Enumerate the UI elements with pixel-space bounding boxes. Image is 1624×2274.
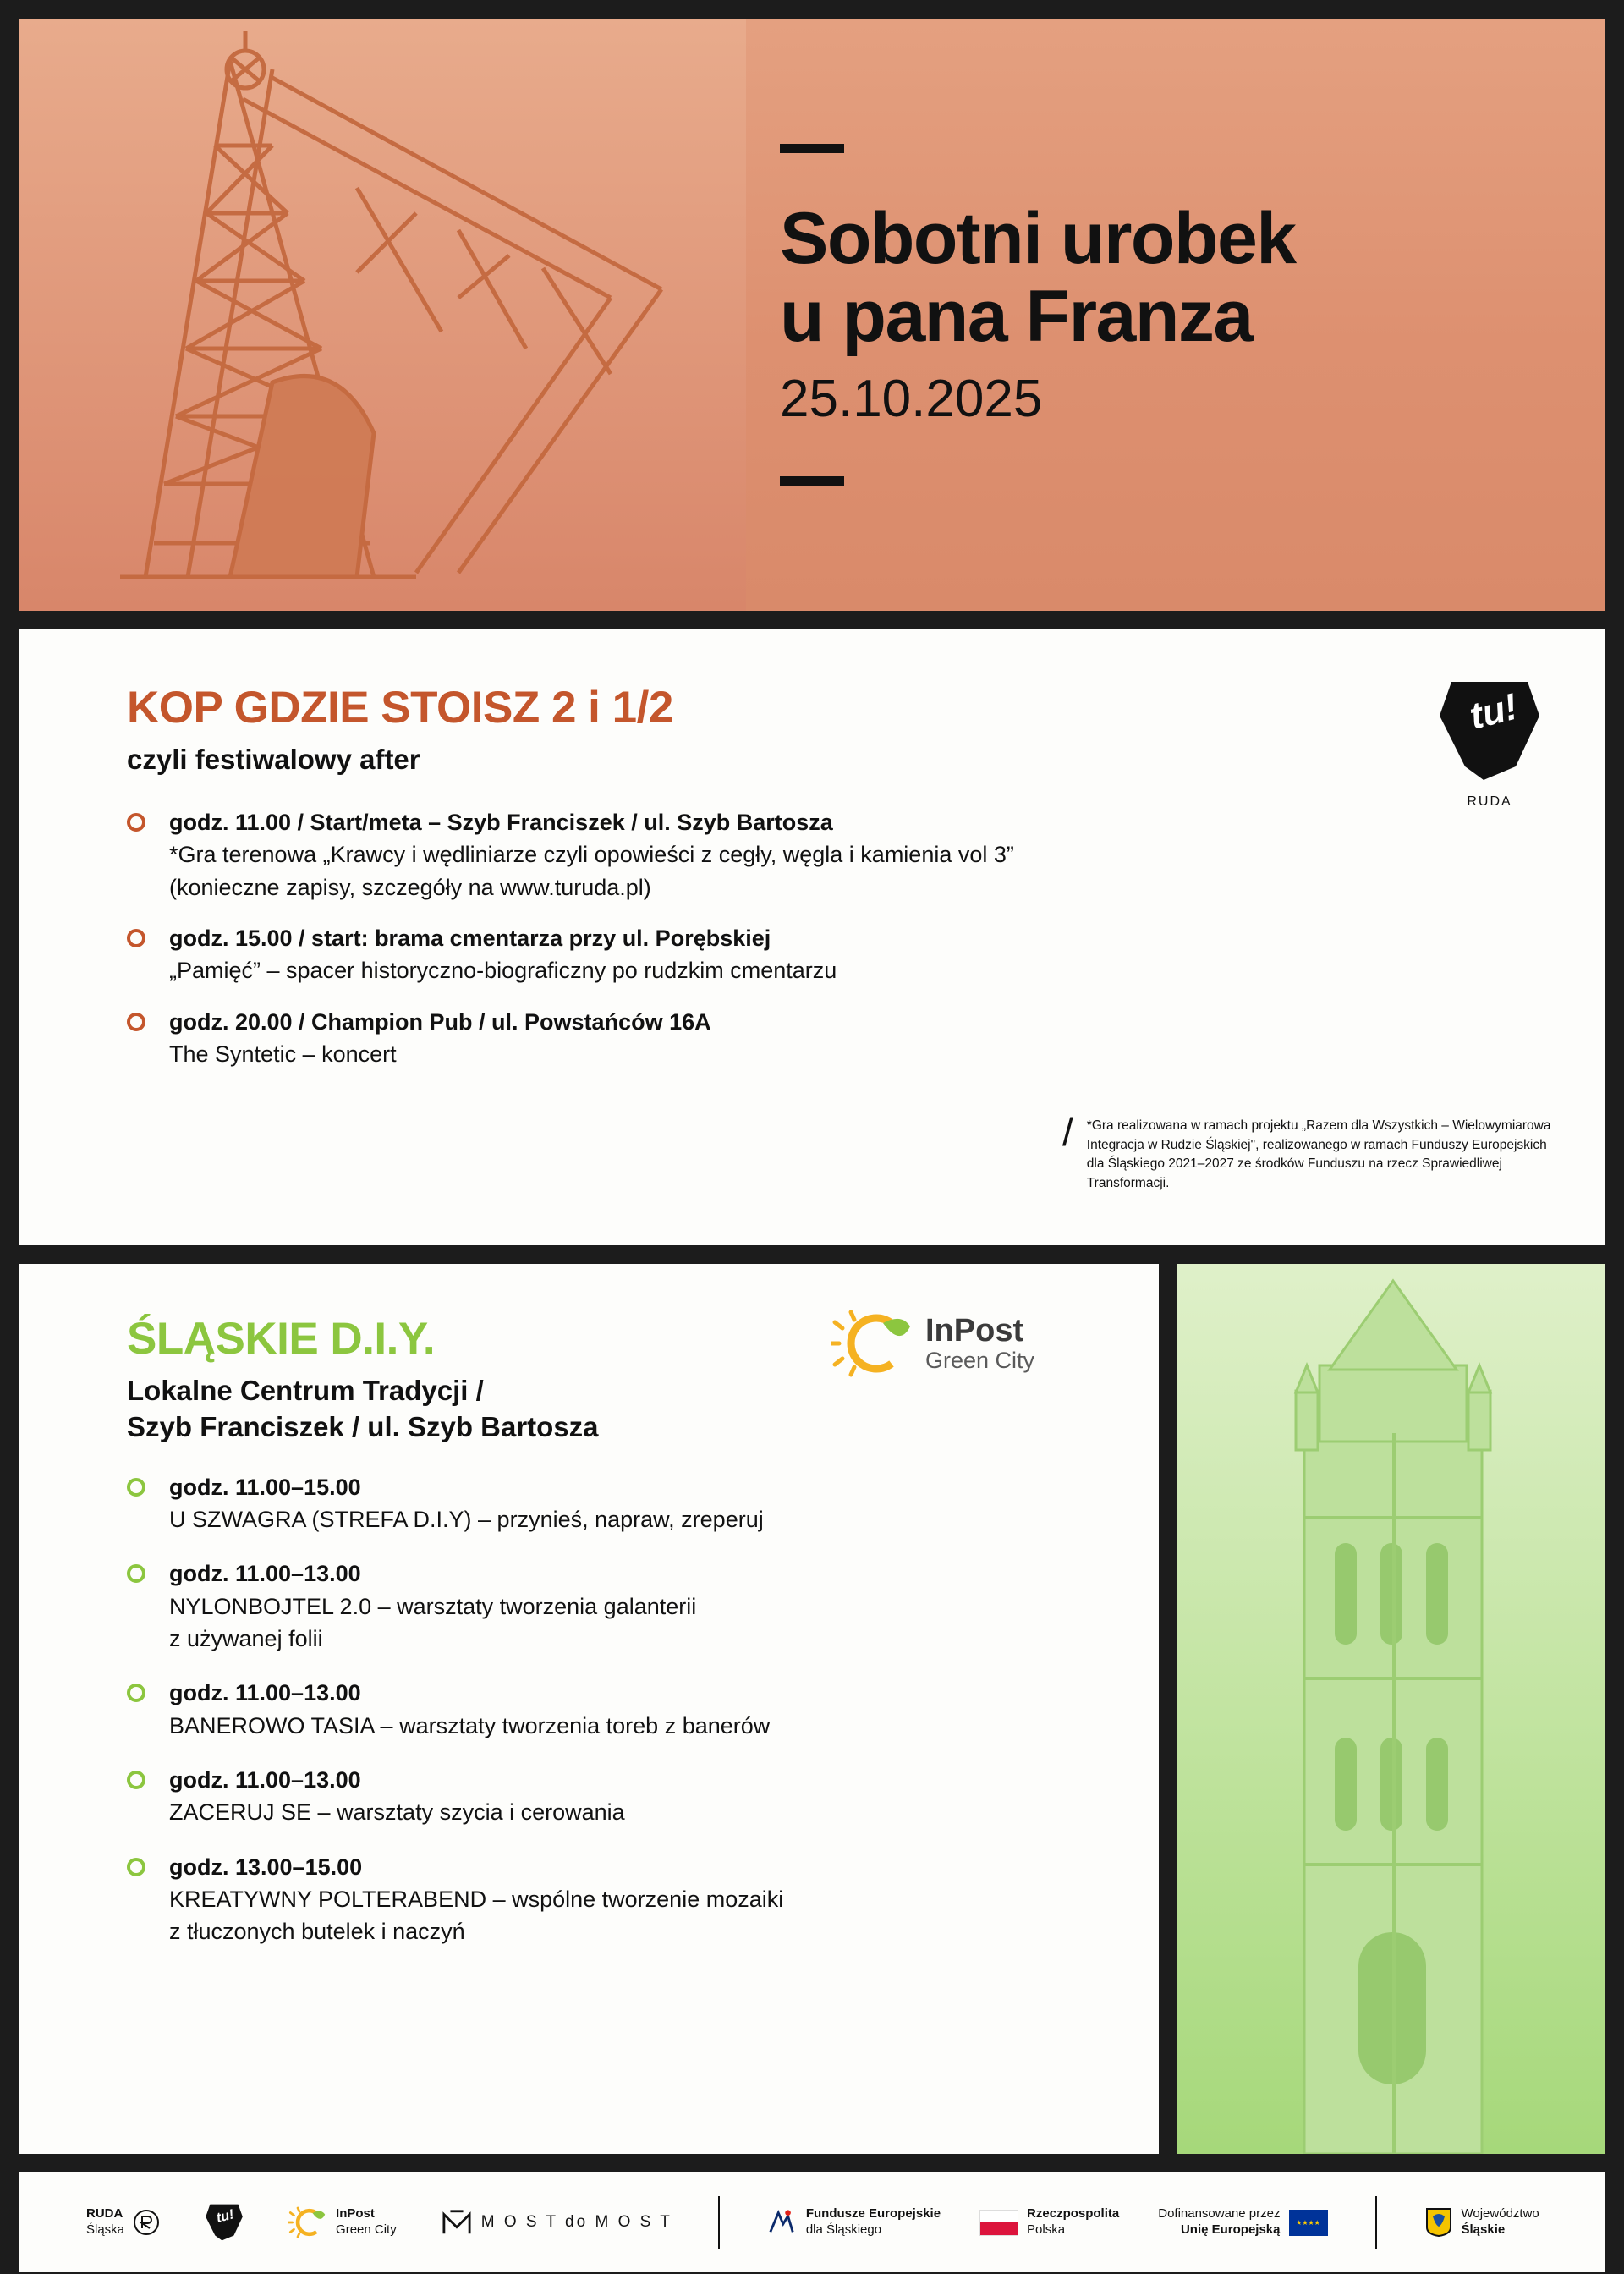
section2-content [19,1264,1159,2154]
tu-hexagon-icon [1435,677,1544,785]
hero-title [780,198,1605,357]
bullet-circle-icon [127,1013,145,1031]
list-item [127,1557,1116,1655]
tower-photo-green [1177,1264,1605,2154]
wojewodztwo-slaskie-logo [1424,2206,1539,2238]
inpost-sun-leaf-icon [831,1310,915,1377]
tu-hexagon-icon [204,2202,244,2243]
item-desc-line1: *Gra terenowa „Krawcy i wędliniarze czyli opowieści z cegły, węgla i kamienia vol 3” [169,842,1014,868]
hero-title-line1: Sobotni urobek [780,198,1296,280]
bullet-circle-icon [127,1564,145,1583]
footer-left-logos [52,2202,672,2243]
most-wordmark: M O S T do M O S T [480,2213,672,2231]
item-desc-line2: (konieczne zapisy, szczegóły na www.turuda.pl) [169,874,651,900]
tu-logo-caption: RUDA [1467,794,1512,809]
ruda-slaska-logo [86,2206,160,2238]
rzeczpospolita-polska-logo [979,2206,1119,2238]
bullet-circle-icon [127,813,145,832]
woj-line2: Śląskie [1461,2222,1506,2237]
ruda-line2: Śląska [86,2222,125,2237]
footer-divider [718,2196,720,2249]
list-item [127,922,1555,987]
ruda-crest-icon [133,2209,160,2236]
item-desc-line1: „Pamięć” – spacer historyczno-biograficzny po rudzkim cmentarzu [169,958,837,984]
inpost-wordmark [925,1312,1035,1373]
item-time: godz. 11.00–13.00 [169,1561,361,1587]
fundusze-star-icon [765,2208,798,2237]
item-time: godz. 15.00 / start: brama cmentarza przy ul. Porębskiej [169,925,771,951]
list-item [127,1764,1116,1829]
section2-subtitle-line1: Lokalne Centrum Tradycji / [127,1375,484,1406]
bullet-circle-icon [127,1858,145,1876]
section1-footnote [1062,1110,1553,1193]
hero-dash-bottom [780,476,844,486]
rp-line1: Rzeczpospolita [1027,2206,1120,2222]
most-monogram-icon [441,2208,473,2237]
list-item [127,1006,1555,1071]
item-desc-line1: BANEROWO TASIA – warsztaty tworzenia toreb z banerów [169,1712,771,1738]
section2-subtitle [127,1373,1116,1446]
item-desc-line1: The Syntetic – koncert [169,1041,397,1067]
item-desc-line1: NYLONBOJTEL 2.0 – warsztaty tworzenia galanterii [169,1593,697,1619]
mine-shaft-tower-photo [19,19,746,611]
fundusze-europejskie-logo [765,2206,941,2238]
inpost-name: InPost [336,2206,375,2222]
item-time: godz. 11.00–13.00 [169,1680,361,1706]
most-do-most-logo [441,2208,672,2237]
list-item [127,1471,1116,1536]
item-desc-line1: U SZWAGRA (STREFA D.I.Y) – przynieś, napraw, zreperuj [169,1507,764,1533]
section-slaskie-diy [19,1264,1605,2154]
svg-text:tu!: tu! [1465,685,1522,738]
footer-divider-2 [1375,2196,1377,2249]
ue-line1: Dofinansowane przez [1158,2206,1281,2222]
item-desc-line2: z używanej folii [169,1626,323,1652]
item-desc-line1: ZACERUJ SE – warsztaty szycia i cerowania [169,1799,625,1826]
inpost-sub: Green City [336,2222,397,2237]
bullet-circle-icon [127,929,145,948]
ue-line2: Unię Europejską [1180,2222,1281,2237]
inpost-footer-logo [288,2206,397,2238]
item-time: godz. 11.00–13.00 [169,1767,361,1793]
woj-line1: Województwo [1461,2206,1539,2222]
ruda-line1: RUDA [86,2206,123,2222]
tu-ruda-logo [1431,677,1548,810]
eu-flag-icon: ★★★★ [1289,2210,1328,2236]
slash-icon: / [1062,1110,1073,1155]
list-item [127,1677,1116,1742]
fe-line1: Fundusze Europejskie [805,2206,941,2222]
inpost-sun-leaf-icon [288,2206,327,2238]
footer-eu-logos [765,2196,1539,2249]
section2-subtitle-line2: Szyb Franciszek / ul. Szyb Bartosza [127,1410,599,1442]
svg-text:tu!: tu! [214,2206,236,2226]
inpost-name: InPost [925,1312,1024,1348]
bullet-circle-icon [127,1684,145,1702]
item-desc-line1: KREATYWNY POLTERABEND – wspólne tworzenie mozaiki [169,1887,784,1913]
list-item [127,806,1555,904]
item-desc-line2: z tłuczonych butelek i naczyń [169,1919,465,1945]
inpost-sub: Green City [925,1347,1035,1373]
poland-flag-icon [979,2210,1018,2236]
bullet-circle-icon [127,1478,145,1497]
item-time: godz. 20.00 / Champion Pub / ul. Powstańców 16A [169,1008,711,1035]
section1-subtitle: czyli festiwalowy after [127,744,420,775]
unia-europejska-logo [1158,2206,1327,2238]
item-time: godz. 11.00 / Start/meta – Szyb Franciszek / ul. Szyb Bartosza [169,810,833,835]
inpost-green-city-logo [831,1310,1034,1377]
footnote-text: *Gra realizowana w ramach projektu „Razem dla Wszystkich – Wielowymiarowa Integracja w Rudzie Śląskiej", realizowanego w ramach Funduszy Europejskich dla Śląskiego 2021–2027 ze środków Funduszu na rzecz Sprawiedliwej Transformacji. [1086,1118,1551,1190]
section2-title: ŚLĄSKIE D.I.Y. [127,1314,436,1364]
silesia-crest-icon [1424,2206,1453,2238]
list-item [127,1851,1116,1948]
section1-title: KOP GDZIE STOISZ 2 i 1/2 [127,683,673,733]
item-time: godz. 11.00–15.00 [169,1474,361,1500]
fe-line2: dla Śląskiego [805,2222,882,2237]
item-time: godz. 13.00–15.00 [169,1854,363,1880]
hero-date: 25.10.2025 [780,369,1043,428]
footer-logos-bar [19,2172,1605,2272]
hero-text-block [780,19,1605,611]
hero-banner [19,19,1605,611]
hero-title-line2: u pana Franza [780,275,1253,357]
section-kop-gdzie-stoisz [19,629,1605,1245]
tu-ruda-footer-logo [204,2202,244,2243]
hero-dash-top [780,144,844,153]
bullet-circle-icon [127,1771,145,1789]
rp-line2: Polska [1027,2222,1066,2237]
